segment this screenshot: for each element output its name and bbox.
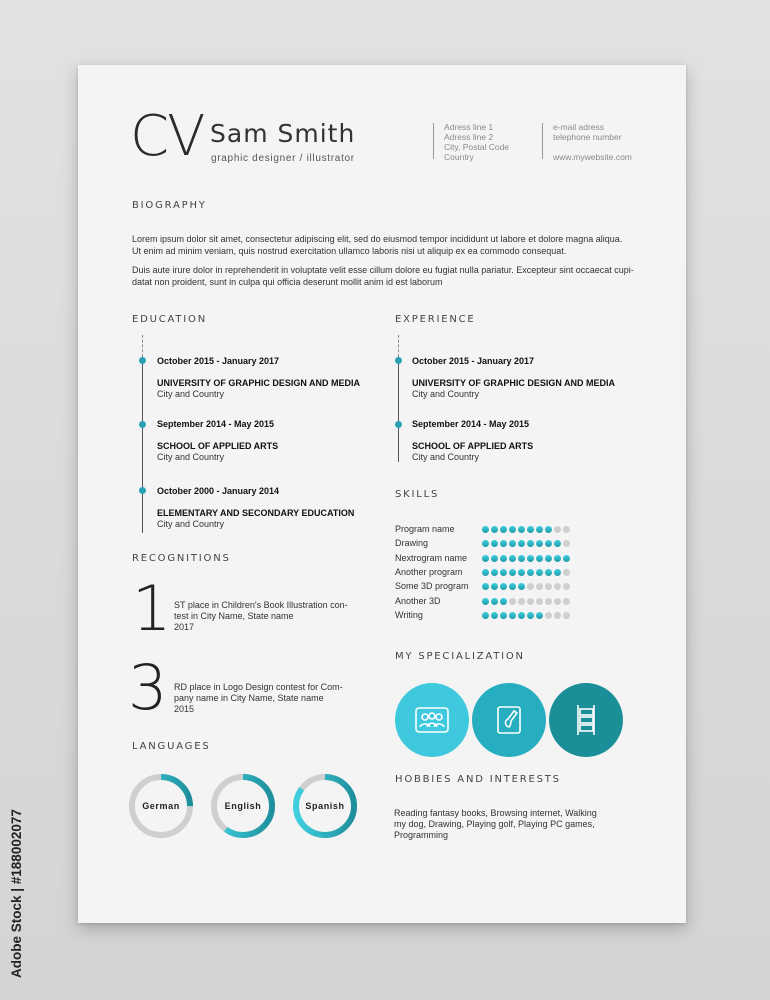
skill-dot-filled (482, 569, 489, 576)
skill-dot-empty (563, 569, 570, 576)
skill-dot-filled (518, 612, 525, 619)
skill-dot-filled (518, 526, 525, 533)
recognition-rank: 1 (132, 572, 172, 645)
skill-dot-filled (518, 583, 525, 590)
contact-divider (542, 123, 543, 159)
skill-dot-filled (518, 569, 525, 576)
skill-dot-filled (509, 555, 516, 562)
recognition-line: 2017 (174, 622, 195, 632)
skill-dot-filled (545, 569, 552, 576)
education-date: September 2014 - May 2015 (157, 419, 275, 429)
timeline-dot (395, 357, 402, 364)
education-school: UNIVERSITY OF GRAPHIC DESIGN AND MEDIA (157, 378, 361, 388)
skill-dot-filled (500, 540, 507, 547)
skill-dot-filled (509, 569, 516, 576)
timeline-dot (139, 421, 146, 428)
pen-document-icon (489, 700, 529, 740)
skill-dot-filled (527, 569, 534, 576)
skill-level-dots (482, 612, 570, 619)
skill-level-dots (482, 583, 570, 590)
experience-employer: SCHOOL OF APPLIED ARTS (412, 441, 534, 451)
skill-dot-empty (545, 598, 552, 605)
skill-level-dots (482, 540, 570, 547)
skill-dot-filled (482, 612, 489, 619)
skill-dot-filled (482, 555, 489, 562)
skill-dot-empty (545, 583, 552, 590)
address-block (444, 122, 509, 162)
skill-dot-filled (482, 598, 489, 605)
skill-level-dots (482, 598, 570, 605)
timeline-dot (395, 421, 402, 428)
timeline-dot (139, 357, 146, 364)
education-place: City and Country (157, 452, 225, 462)
address-line: City, Postal Code (444, 142, 510, 152)
skill-name: Nextrogram name (395, 552, 468, 563)
skill-dot-filled (509, 526, 516, 533)
language-name: German (142, 801, 180, 811)
skill-dot-empty (563, 540, 570, 547)
skill-dot-empty (554, 598, 561, 605)
skill-dot-filled (545, 526, 552, 533)
phone-text: telephone number (553, 132, 622, 142)
skill-dot-filled (500, 526, 507, 533)
skill-dot-filled (482, 583, 489, 590)
skill-dot-filled (527, 555, 534, 562)
stock-credit (6, 770, 26, 980)
skill-name: Another 3D (395, 595, 441, 606)
skill-dot-filled (491, 569, 498, 576)
hobbies-text (394, 808, 604, 841)
hobbies-line: Programming (394, 830, 449, 840)
biography-line: Ut enim ad minim veniam, quis nostrud exercitation ullamco laboris nisi ut aliquip ex ea commodo consequat. (132, 245, 567, 256)
experience-place: City and Country (412, 452, 480, 462)
education-school: SCHOOL OF APPLIED ARTS (157, 441, 279, 451)
language-name: Spanish (305, 801, 345, 811)
cv-sheet (78, 65, 686, 923)
skill-dot-filled (536, 540, 543, 547)
education-date: October 2000 - January 2014 (157, 486, 280, 496)
skill-dot-empty (509, 598, 516, 605)
education-place: City and Country (157, 389, 225, 399)
education-timeline (142, 357, 143, 533)
recognition-line: RD place in Logo Design contest for Com- (174, 682, 343, 692)
skill-dot-filled (500, 555, 507, 562)
skill-dot-filled (563, 555, 570, 562)
skill-dot-empty (563, 526, 570, 533)
timeline-dot (139, 487, 146, 494)
recognition-line: 2015 (174, 704, 195, 714)
skill-dot-filled (482, 540, 489, 547)
education-school: ELEMENTARY AND SECONDARY EDUCATION (157, 508, 355, 518)
experience-date: October 2015 - January 2017 (412, 356, 535, 366)
hobbies-line: my dog, Drawing, Playing golf, Playing PC games, (394, 819, 595, 829)
skill-dot-filled (554, 540, 561, 547)
skill-dot-empty (518, 598, 525, 605)
skill-level-dots (482, 569, 570, 576)
contact-spacer (553, 142, 632, 152)
address-line: Country (444, 152, 474, 162)
recognition-rank: 3 (128, 651, 168, 724)
contact-block (553, 122, 632, 162)
skill-name: Writing (395, 609, 423, 620)
biography-paragraph-2 (132, 265, 642, 288)
skill-dot-empty (563, 598, 570, 605)
skill-name: Drawing (395, 538, 429, 549)
skill-dot-filled (491, 555, 498, 562)
email-text: e-mail adress (553, 122, 605, 132)
recognition-line: test in City Name, State name (174, 611, 294, 621)
skill-dot-filled (536, 555, 543, 562)
team-icon (412, 700, 452, 740)
skill-dot-filled (518, 555, 525, 562)
skill-dot-filled (482, 526, 489, 533)
person-name: Sam Smith (210, 119, 356, 148)
cv-mark: CV (130, 104, 204, 169)
education-date: October 2015 - January 2017 (157, 356, 280, 366)
address-line: Adress line 2 (444, 132, 494, 142)
hobbies-heading: HOBBIES AND INTERESTS (395, 774, 561, 785)
skill-dot-filled (500, 612, 507, 619)
recognition-line: ST place in Children's Book Illustration con- (174, 600, 348, 610)
experience-heading: EXPERIENCE (395, 314, 476, 325)
biography-heading: BIOGRAPHY (132, 200, 207, 211)
skill-dot-filled (509, 540, 516, 547)
biography-line: Duis aute irure dolor in reprehenderit in voluptate velit esse cillum dolore eu fugiat nulla pariatur. Excepteur sint occaecat cupi- (132, 265, 634, 275)
recognitions-heading: RECOGNITIONS (132, 553, 231, 564)
skill-dot-filled (527, 540, 534, 547)
skill-dot-filled (545, 555, 552, 562)
specialization-heading: MY SPECIALIZATION (395, 651, 525, 662)
experience-timeline (398, 357, 399, 462)
experience-timeline-dash (398, 335, 399, 357)
education-place: City and Country (157, 519, 225, 529)
recognition-text (174, 600, 354, 633)
skill-dot-filled (500, 569, 507, 576)
skill-dot-filled (527, 612, 534, 619)
skill-dot-empty (554, 583, 561, 590)
skill-dot-filled (554, 555, 561, 562)
specialization-circle (472, 683, 546, 757)
skill-dot-filled (536, 612, 543, 619)
hobbies-line: Reading fantasy books, Browsing internet, Walking (394, 808, 597, 818)
skill-dot-filled (509, 612, 516, 619)
experience-employer: UNIVERSITY OF GRAPHIC DESIGN AND MEDIA (412, 378, 616, 388)
skill-dot-filled (518, 540, 525, 547)
skill-dot-filled (491, 598, 498, 605)
stock-credit-text: Adobe Stock | #188002077 (9, 809, 24, 978)
skill-dot-filled (527, 526, 534, 533)
website-text: www.mywebsite.com (553, 152, 632, 162)
experience-date: September 2014 - May 2015 (412, 419, 530, 429)
specialization-circle (549, 683, 623, 757)
book-stack-icon (566, 700, 606, 740)
skill-dot-filled (554, 569, 561, 576)
biography-paragraph-1 (132, 234, 642, 257)
recognition-line: pany name in City Name, State name (174, 693, 324, 703)
skill-dot-empty (563, 583, 570, 590)
skill-name: Program name (395, 524, 455, 534)
skill-dot-empty (554, 526, 561, 533)
skill-name: Some 3D program (395, 581, 469, 592)
education-heading: EDUCATION (132, 314, 207, 325)
skill-dot-filled (491, 526, 498, 533)
skill-dot-empty (536, 598, 543, 605)
biography-line: Lorem ipsum dolor sit amet, consectetur adipiscing elit, sed do eiusmod tempor incididunt ut labore et dolore magna aliqua. (132, 234, 623, 244)
languages-heading: LANGUAGES (132, 741, 211, 752)
skill-dot-empty (545, 612, 552, 619)
experience-place: City and Country (412, 389, 480, 399)
skill-dot-empty (554, 612, 561, 619)
skill-dot-filled (500, 598, 507, 605)
address-line: Adress line 1 (444, 122, 494, 132)
skill-level-dots (482, 555, 570, 562)
skill-dot-empty (536, 583, 543, 590)
skill-dot-filled (500, 583, 507, 590)
skill-dot-empty (527, 583, 534, 590)
skill-dot-filled (491, 540, 498, 547)
language-name: English (224, 801, 262, 811)
skill-name: Another program (395, 566, 463, 577)
skill-dot-empty (563, 612, 570, 619)
person-title: graphic designer / illustrator (211, 153, 355, 164)
skill-dot-empty (527, 598, 534, 605)
skill-dot-filled (536, 569, 543, 576)
skill-dot-filled (509, 583, 516, 590)
skill-dot-filled (491, 583, 498, 590)
address-divider (433, 123, 434, 159)
skills-heading: SKILLS (395, 489, 440, 500)
recognition-text (174, 682, 354, 715)
skill-dot-filled (536, 526, 543, 533)
biography-line: datat non proident, sunt in culpa qui officia deserunt mollit anim id est laborum (132, 276, 443, 287)
skill-dot-filled (491, 612, 498, 619)
skill-level-dots (482, 526, 570, 533)
specialization-circle (395, 683, 469, 757)
education-timeline-dash (142, 335, 143, 357)
skill-dot-filled (545, 540, 552, 547)
